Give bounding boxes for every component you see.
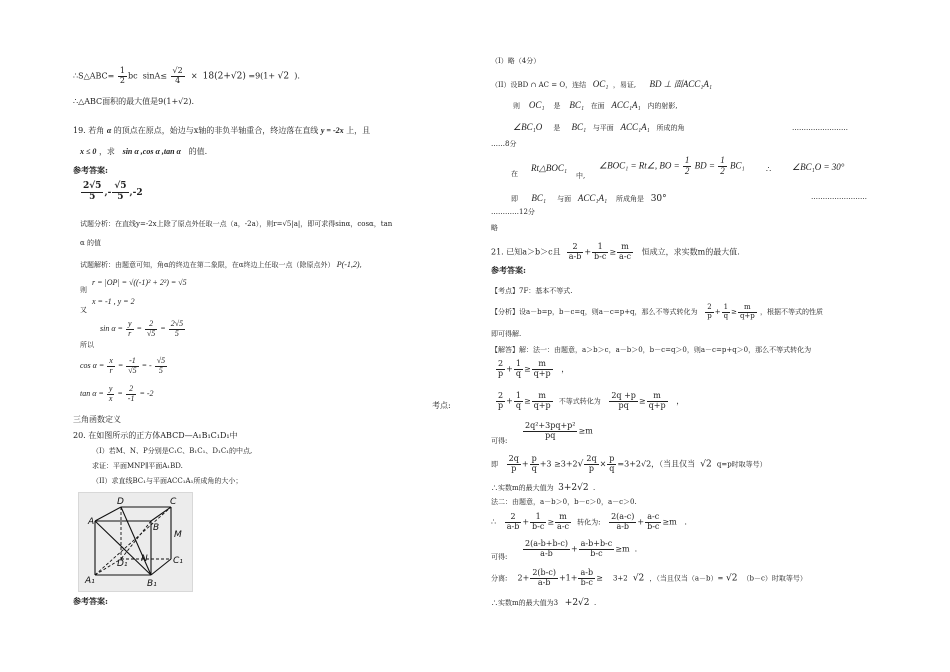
- fraction: $\frac{1}{2}$: [119, 66, 125, 85]
- topic-line: 三角函数定义: [73, 415, 121, 424]
- r-score8: ……8分: [491, 140, 517, 148]
- r-therefore: ∴: [766, 165, 772, 174]
- answer-label-21: 参考答案:: [491, 265, 526, 275]
- xy-equation: x = -1 , y = 2: [92, 297, 135, 306]
- r-bo-equation: ∠BOC₁ = Rt∠, BO = $\frac{1}{2}$ BD = $\frac{1}{2}$ BC₁: [599, 155, 745, 176]
- r-kede2: 可得:: [491, 553, 508, 561]
- fraction: $\frac{√2}{4}$: [172, 66, 183, 85]
- r-rt-triangle: Rt△BOC₁: [531, 163, 568, 173]
- label-A1: A₁: [85, 576, 95, 586]
- answer-19: $\frac{2√5}{5}$ ,- $\frac{√5}{5}$ ,-2: [83, 181, 143, 202]
- r-part1: （I）略（4分）: [491, 57, 541, 65]
- max-area-line: ∴△ABC面积的最大值是9(1+√2).: [73, 97, 195, 106]
- explain-line: 试题解析：由题意可知，角α的终边在第二象限，在α终边上任取一点（除原点外） P(-1,2),: [80, 260, 362, 269]
- suoyi-label: 所以: [80, 341, 94, 349]
- r-dots1: ……………………: [792, 124, 848, 132]
- r-step3: $\frac{\text{2q²+3pq+p²}}{pq}$ ≥m: [525, 421, 593, 440]
- cos-equation: cos α = $\frac{x}{r}$ = $\frac{-1}{√5}$ = - $\frac{√5}{5}$: [80, 356, 166, 375]
- r-step5: ∴实数m的最大值为 3+2√2 .: [491, 483, 596, 493]
- q21-line: 21. 已知a＞b＞c且 $\frac{2}{a-b}$ + $\frac{1}{b-c}$ ≥ $\frac{m}{a-c}$ 恒成立，求实数m的最大值.: [491, 242, 740, 261]
- r-ji-line: 即 BC₁ 与面 ACC₁A₁ 所成角是 30°: [511, 193, 667, 204]
- r-kede: 可得:: [491, 437, 508, 445]
- q20-prove: 求证：平面MNP∥平面A₁BD.: [92, 462, 183, 470]
- r-jieda: 【解答】解：法一：由题意，a＞b＞c，a－b＞0，b－c=q＞0，则a－c=p+q＞0，那么不等式转化为: [491, 346, 812, 354]
- answer-label-19: 参考答案:: [73, 165, 108, 175]
- label-B1: B₁: [147, 579, 157, 589]
- label-B: B: [153, 523, 160, 533]
- cube-diagram: [79, 493, 192, 591]
- ze-label: 则: [80, 286, 87, 294]
- r-fenxi: 【分析】设a－b=p，b－c=q，则a－c=p+q，那么不等式转化为 $\frac{2}{p}$ + $\frac{1}{q}$ ≥ $\frac{m}{q+p}$ ，根据不等式的性质: [491, 303, 824, 320]
- q20-title: 20. 在如图所示的正方体ABCD—A₁B₁C₁D₁中: [73, 431, 238, 440]
- label-C1: C₁: [173, 556, 183, 566]
- r-kaodian: 【考点】7F：基本不等式.: [491, 287, 573, 295]
- label-D: D: [117, 497, 124, 507]
- q20-part1: （I）若M、N、P分别是C₁C、B₁C₁、D₁C₁的中点,: [92, 447, 253, 455]
- r-step4: 即 $\frac{2q}{p}$ + $\frac{p}{q}$ +3 ≥3+2√ $\frac{2q}{p}$ × $\frac{p}{q}$ =3+2√2，（当且仅当 √2 q=p时取等号）: [491, 454, 767, 473]
- r-angle-result: ∠BC₁O = 30°: [792, 162, 845, 172]
- q19-line2: x ≤ 0 ，求 sin α ,cos α ,tan α 的值.: [80, 147, 208, 156]
- analysis-line2: α 的值: [80, 239, 101, 247]
- r-zai: 在: [511, 170, 518, 178]
- area-line: ∴S△ABC= $\frac{1}{2}$ bc sinA≤ $\frac{√2}{4}$ × 18(2+√2) =9(1+ √2 ).: [73, 66, 300, 85]
- q20-part2: （II）求直线BC₁与平面ACC₁A₁所成角的大小；: [92, 477, 243, 485]
- cube-figure: [78, 492, 193, 592]
- analysis-line: 试题分析：在直线y=-2x上除了原点外任取一点（a，-2a），则r=√5|a|，即可求得sinα，cosα，tan: [80, 220, 393, 228]
- r-step2: $\frac{2}{p}$ + $\frac{1}{q}$ ≥ $\frac{m}{q+p}$ 不等式转化为 $\frac{2q +p}{pq}$ ≥ $\frac{m}{q+p}$ ，: [498, 391, 685, 410]
- q19-line: 19. 若角 α 的顶点在原点，始边与x轴的非负半轴重合，终边落在直线 y = -2x 上，且: [73, 126, 371, 135]
- r-step7: $\frac{2(a-b+b-c)}{a-b}$ + $\frac{a-b+b-c}{b-c}$ ≥m .: [525, 539, 638, 558]
- r-step6: ∴ $\frac{2}{a-b}$ + $\frac{1}{b-c}$ ≥ $\frac{m}{a-c}$ 转化为: $\frac{2(a-c)}{a-b}$ + $\frac{a-c}{b-c}$ ≥m .: [491, 512, 687, 531]
- label-M: M: [174, 530, 182, 540]
- label-D1: D₁: [117, 559, 128, 569]
- tan-equation: tan α = $\frac{y}{x}$ = $\frac{2}{-1}$ = -2: [80, 384, 154, 403]
- sin-equation: sin α = $\frac{y}{r}$ = $\frac{2}{√5}$ = $\frac{2√5}{5}$: [100, 319, 184, 338]
- r-angle-line: ∠BC₁O 是 BC₁ 与平面 ACC₁A₁ 所成的角: [513, 122, 685, 132]
- label-N: N: [141, 554, 148, 564]
- r-step8: 分离: 2+ $\frac{2(b-c)}{a-b}$ +1+ $\frac{a-b}{b-c}$ ≥ 3+2 √2 ，（当且仅当（a－b）= √2 （b－c）时取等号）: [491, 568, 807, 587]
- r-dots2: ……………………: [811, 193, 867, 201]
- r-score12: …………12分: [491, 208, 535, 216]
- r-equation: r = |OP| = √((-1)² + 2²) = √5: [92, 278, 187, 287]
- r-step1: $\frac{2}{p}$ + $\frac{1}{q}$ ≥ $\frac{m}{q+p}$ ，: [498, 359, 570, 378]
- r-zhong: 中,: [576, 172, 586, 180]
- r-shadow-line: 则 OC₁ 是 BC₁ 在面 ACC₁A₁ 内的射影,: [513, 100, 678, 110]
- r-part2-line: （II）设BD ∩ AC = O，连结 OC₁ ，易证, BD ⊥ 面ACC₁A₁: [491, 79, 713, 89]
- r-fa2: 法二：由题意，a－b＞0，b－c＞0，a－c＞0.: [491, 498, 637, 506]
- kaodian-label: 考点:: [432, 401, 451, 410]
- r-lue: 略: [491, 224, 498, 232]
- r-step9: ∴实数m的最大值为3 +2√2 .: [491, 598, 597, 608]
- r-fenxi-end: 即可得解.: [491, 330, 522, 338]
- you-label: 又: [80, 306, 87, 314]
- label-A: A: [88, 517, 95, 527]
- answer-label-20: 参考答案:: [73, 596, 108, 606]
- label-C: C: [170, 497, 177, 507]
